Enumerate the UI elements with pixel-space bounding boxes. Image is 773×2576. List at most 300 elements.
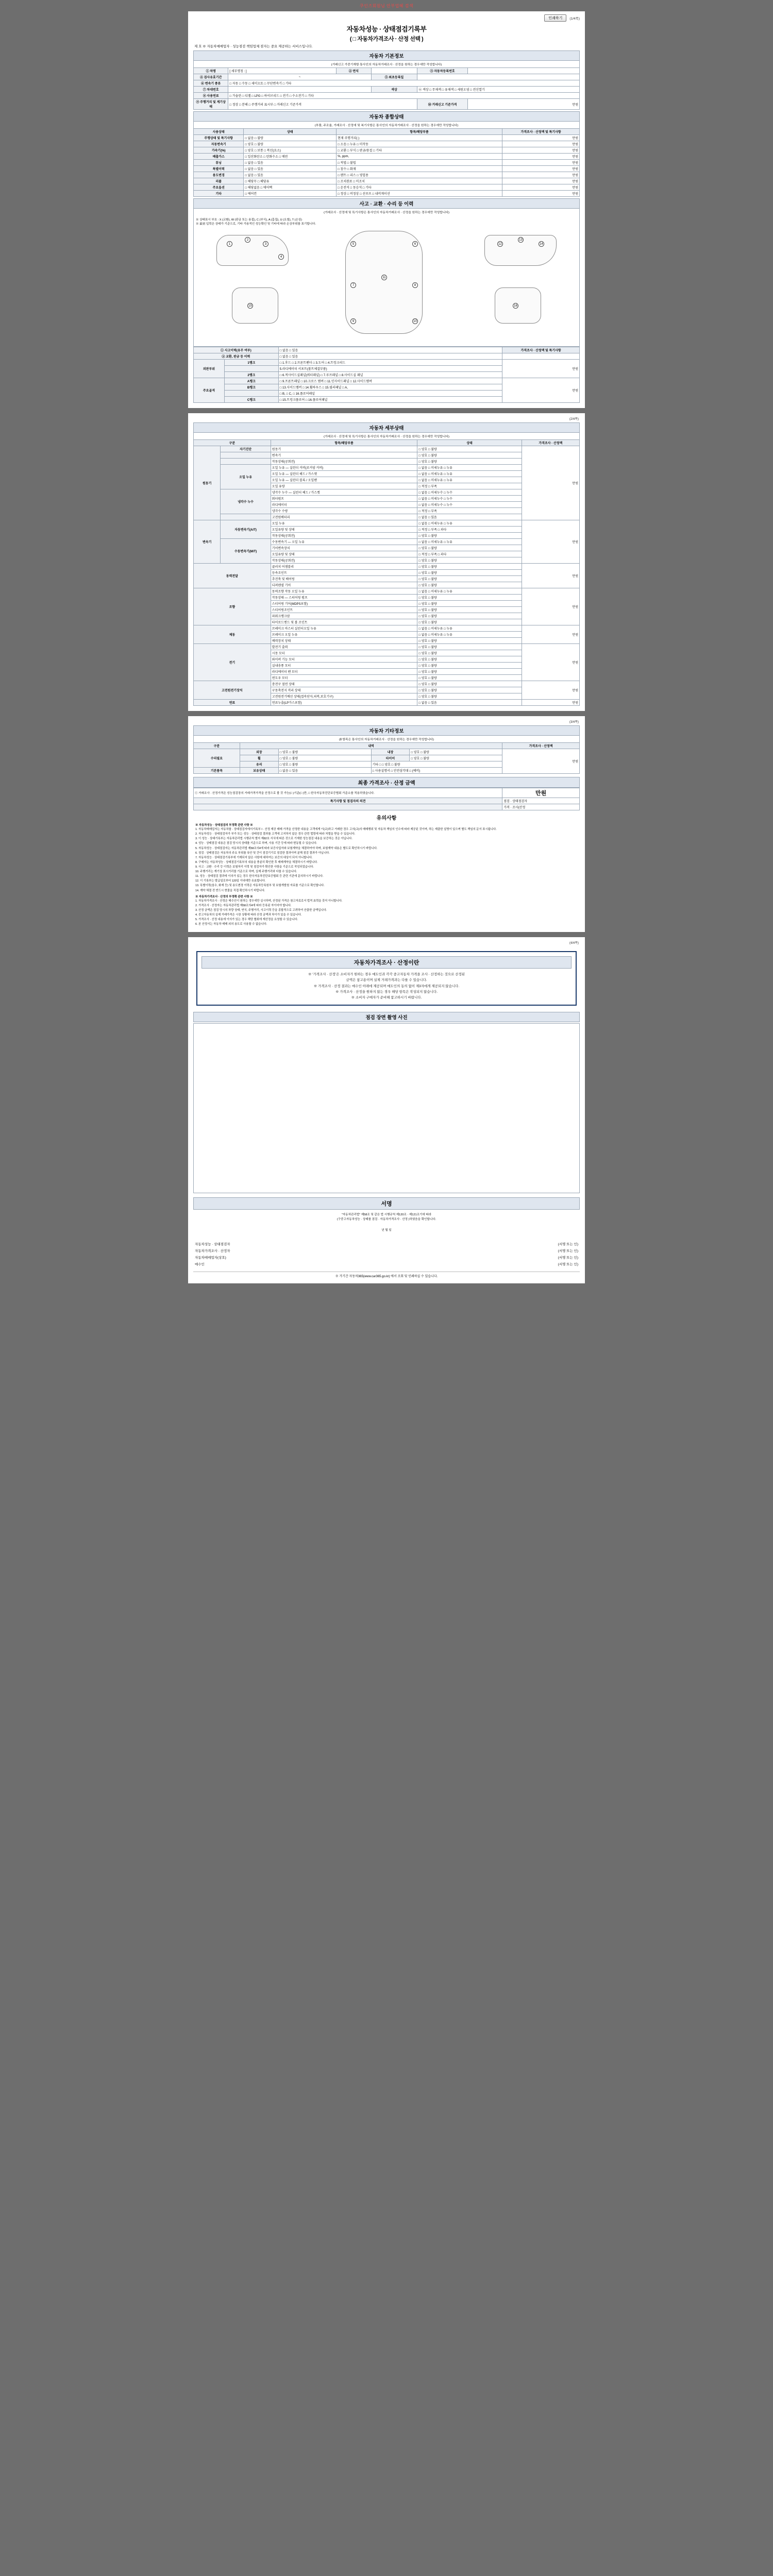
cell-interior: 내장 <box>371 749 410 755</box>
part-state: □ 양호 □ 불량 <box>417 663 522 669</box>
row-rank-outer-2 <box>224 366 278 372</box>
part-state: □ 없음 □ 미세누유 □ 누유 <box>417 465 522 471</box>
table-row <box>193 1254 580 1261</box>
row-state-3: □ 일산화탄소 □ 탄화수소 □ 매연 <box>244 154 337 160</box>
sign-date-line: 년 월 일 <box>381 1228 392 1232</box>
header-other-detail: 내역 <box>240 743 502 749</box>
row-state-9: □ 에어컨 <box>244 191 337 197</box>
value-transmission: □ 자동 □ 수동 □ 세미오토 □ 무단변속기 □ 기타 <box>228 80 580 87</box>
appraisal-explainer-box <box>196 951 577 1005</box>
notice-line: 6. 점검 · 상태점검은 자동차의 주요 부위를 육안 및 간이 점검기기로 점검한 결과이며 분해 점검 결과가 아닙니다. <box>195 851 330 855</box>
table-row <box>194 141 580 147</box>
row-rank-frame-3 <box>224 391 278 397</box>
notice-line: 1. 자동차매매업자는 자동차를 · 상태점검자에서기록부 I · 산정 제공 매매 가격을 산정한 내용을 고객에게 이(교)하고 거래한 경우 고의(교)의 매매행위 및 자동차 책임의 인수에 따라 제공된 것이며, 하는 제출한 설명이 있으며 별도 책임의 문서 표시됩니다. <box>195 828 497 832</box>
table-detail-state <box>193 439 580 706</box>
part-state: □ 없음 □ 미세누유 □ 누유 <box>417 588 522 595</box>
table-accident-history <box>193 347 580 403</box>
cell-label-transmission: ⑥ 변속기 종류 <box>194 80 228 87</box>
row-value-accident: □ 없음 □ 있음 <box>278 347 502 353</box>
row-label-accident: ① 사고이력(유무 여부) <box>194 347 279 353</box>
explainer-line: ※ 소비자 구매자가 준비해 참고하시기 바랍니다. <box>351 995 422 999</box>
group-label-powertrain: 동력전달 <box>194 564 271 588</box>
row-amount-2: 만원 <box>502 147 580 154</box>
table-row <box>194 154 580 160</box>
header-detail-group: 구분 <box>194 440 271 446</box>
sign-label-2: 자동차매매업자(상호) <box>195 1256 226 1260</box>
page-subtitle: ( □ 자동차가격조사 · 산정 선택 ) <box>349 36 424 42</box>
row-value-frame-1: □ 9.프론트패널 □ 10.크로스 멤버 □ 11.인사이드패널 □ 12.사이드멤버 <box>278 378 502 384</box>
part-name: 원동기 <box>271 446 417 452</box>
part-name: 와이퍼 기능 모터 <box>271 656 417 663</box>
cell-other-amount: 만원 <box>502 749 580 774</box>
diagram-mark: 9 <box>350 318 356 324</box>
row-value-outer-2: 5.라디에이터 서포트(볼트체결부품) <box>278 366 502 372</box>
row-label-outer: 외판부위 <box>194 360 225 378</box>
cell-label-fuel: ⑧ 사용연료 <box>194 93 228 99</box>
part-state: □ 양호 □ 불량 <box>417 533 522 539</box>
part-state: □ 양호 □ 불량 <box>417 681 522 687</box>
group-label-steering: 조향 <box>194 588 271 625</box>
table-row <box>194 644 580 650</box>
value-inspection: ~ <box>228 74 371 80</box>
part-state: □ 없음 □ 있음 <box>417 514 522 520</box>
part-name: 실내송풍 모터 <box>271 663 417 669</box>
diagram-mark: 12 <box>497 241 503 247</box>
page-number-3: (3/4쪽) <box>569 721 579 724</box>
part-state: □ 양호 □ 불량 <box>417 656 522 663</box>
table-row <box>194 184 580 191</box>
row-detail-6: □ 렌트 □ 리스 □ 영업용 <box>337 172 502 178</box>
group-amount-powertrain: 만원 <box>522 564 579 588</box>
part-state: □ 양호 □ 불량 <box>417 452 522 459</box>
part-name: 클러치 어셈블리 <box>271 564 417 570</box>
table-overall-state <box>193 128 580 197</box>
cell-hold-value: □ 없음 □ 있음 <box>278 768 371 774</box>
car-diagram-container <box>193 215 580 347</box>
section-overall-band: 자동차 종합상태 <box>193 111 580 122</box>
header-accident-amount: 가격조사 · 산정액 및 특기사항 <box>502 347 580 353</box>
part-name: 라디에이터 팬 모터 <box>271 669 417 675</box>
header-parts: 항목/해당부품 <box>337 129 502 135</box>
table-row <box>194 172 580 178</box>
row-label-5: 특별이력 <box>194 166 244 172</box>
group-label-brake: 제동 <box>194 625 271 644</box>
table-row <box>193 1247 580 1254</box>
table-row <box>194 681 580 687</box>
sign-value-3 <box>309 1261 483 1267</box>
group-amount-transmission: 만원 <box>522 520 579 564</box>
diagram-bullet-1: ※ 상태표시 부호 : X (교환), W (판금 또는 용접), C (부식), A (흠집), U (요철), T (손상) <box>196 218 302 222</box>
part-name: 오일 누유 — 실린더 커버(로커암 커버) <box>271 465 417 471</box>
header-detail-state: 상태 <box>417 440 522 446</box>
part-state: □ 양호 □ 불량 <box>417 650 522 656</box>
table-row <box>194 360 580 366</box>
row-state-6: □ 없음 □ 있음 <box>244 172 337 178</box>
part-state: □ 적정 □ 부족 □ 과다 <box>417 551 522 557</box>
row-value-frame-3: □ B, □ C, □ 16.플로어패널 <box>278 391 502 397</box>
sign-note-line: (구중고자동차성능 · 상태를 점검 · 자동차가격조사 · 산정 )하였음을 확인합니다. <box>337 1217 436 1221</box>
row-detail-8: □ 운전석 □ 동승석 □ 기타 <box>337 184 502 191</box>
group-amount-electric: 만원 <box>522 644 579 681</box>
notice-line: 4. 중고자동차의 실제 거래가격은 시장 상황에 따라 산정 금액과 차이가 있을 수 있습니다. <box>195 913 302 917</box>
part-state: □ 없음 □ 미세누유 □ 누유 <box>417 625 522 632</box>
part-state: □ 양호 □ 불량 <box>417 564 522 570</box>
part-name: 오일 누유 — 실린더 블록 / 오일팬 <box>271 477 417 483</box>
row-state-0: □ 없음 □ 불량 <box>244 135 337 141</box>
cell-wheel: 휠 <box>240 755 278 761</box>
row-rank-frame-2: B랭크 <box>224 384 278 391</box>
car-diagram <box>196 226 577 344</box>
sign-value-2 <box>309 1254 483 1261</box>
part-state: □ 양호 □ 불량 <box>417 557 522 564</box>
part-state: □ 양호 □ 불량 <box>417 687 522 693</box>
part-state: □ 적정 □ 부족 □ 과다 <box>417 527 522 533</box>
photo-band: 점검 장면 촬영 사진 <box>193 1012 580 1022</box>
part-state: □ 양호 □ 불량 <box>417 675 522 681</box>
section-overall-note: (부품, 주조율, 거래조사 · 산정에 및 복기사항은 통사인의 자동차거래조사 · 산정을 원하는 경우에만 작성합니다) <box>193 122 580 128</box>
row-label-7: 리콜 <box>194 178 244 184</box>
part-name: 동력조향 작동 오일 누유 <box>271 588 417 595</box>
part-name: 발전기 출력 <box>271 644 417 650</box>
diagram-mark: 15 <box>247 303 253 309</box>
header-state: 상태 <box>244 129 337 135</box>
row-value-outer-3: □ 6.적사이드실패널(쿼터패널) □ 7.루프패널 □ 8.사이드실 패널 <box>278 372 502 378</box>
page-number-4: (4/4쪽) <box>569 942 579 945</box>
cell-label-baseprice: ⑩ 거래신고 기준가격 <box>417 99 467 110</box>
part-name: 작동상태(공회전) <box>271 459 417 465</box>
row-detail-4: □ 적법 □ 불법 <box>337 160 502 166</box>
row-amount-1: 만원 <box>502 141 580 147</box>
table-final-price <box>193 788 580 810</box>
diagram-mark: 6 <box>412 241 418 247</box>
group-sub-selfdiag: 자기진단 <box>221 446 271 452</box>
row-state-5: □ 없음 □ 있음 <box>244 166 337 172</box>
cell-hold-extra: □ 사용설명서 □ 안전삼각대 □ (예비) <box>371 768 502 774</box>
notice-line: 2. 가격조사 · 산정자는 자동차관리법 제58조의4에 따라 등록된 자이어야 합니다. <box>195 904 292 907</box>
part-name: 작동상태(공회전) <box>271 533 417 539</box>
row-rank-frame-1: A랭크 <box>224 378 278 384</box>
appraisal-explainer-title: 자동차가격조사 · 산정이란 <box>201 956 572 969</box>
section-other-note: (Ⅱ 항목은 통사인의 자동차거래조사 · 산정을 원하는 경우에만 작성합니다) <box>193 736 580 742</box>
group-sub-oil: 오일 누유 <box>221 465 271 489</box>
part-name: 오일유량 및 상태 <box>271 551 417 557</box>
part-name: 스티어링조인트 <box>271 607 417 613</box>
diagram-mark: 5 <box>350 241 356 247</box>
row-label-remarks-2 <box>194 804 502 810</box>
value-firstreg <box>417 74 580 80</box>
header-other-group: 구분 <box>194 743 240 749</box>
row-amount-7: 만원 <box>502 178 580 184</box>
group-amount-engine: 만원 <box>522 446 579 520</box>
section-detail-note: (거래조사 · 산정에 및 특기사항은 통사인의 자동차거래조사 · 산정을 원하는 경우에만 작성합니다) <box>193 433 580 439</box>
part-state: □ 없음 □ 미세누유 □ 누유 <box>417 520 522 527</box>
row-state-4: □ 없음 □ 있음 <box>244 160 337 166</box>
diagram-mark: 11 <box>381 275 387 280</box>
cell-label-firstreg: ⑤ 최초등록일 <box>371 74 417 80</box>
cell-etc-state: 기타 □ □ 양호 □ 불량 <box>371 761 502 768</box>
table-row <box>194 798 580 804</box>
header-detail-amount: 가격조사 · 산정액 <box>522 440 579 446</box>
page-footer: ※ 가기간 자동차365(www.car365.go.kr) 에서 조회 및 인쇄하실 수 있습니다. <box>193 1272 580 1278</box>
part-state: □ 없음 □ 미세누유 □ 누유 <box>417 471 522 477</box>
row-label-frame: 주요골격 <box>194 378 225 403</box>
part-name: 라디에이터 <box>271 502 417 508</box>
sign-mark-0: (서명 또는 인) <box>558 1243 578 1247</box>
cell-hold-state: 보유상태 <box>240 768 278 774</box>
part-state: □ 양호 □ 불량 <box>417 595 522 601</box>
value-regno <box>467 68 579 74</box>
group-sub-auto: 자동변속기(A/T) <box>221 520 271 539</box>
value-baseprice: 만원 <box>467 99 579 110</box>
diagram-mark: 14 <box>539 241 544 247</box>
row-rank-frame-4: C랭크 <box>224 397 278 403</box>
group-sub-blank <box>221 459 271 465</box>
table-basic-info <box>193 67 580 110</box>
cell-wheel-state: □ 양호 □ 불량 <box>278 755 371 761</box>
section-accident-note: (거래조사 · 산정에 및 특기사항은 통사인의 자동차거래조사 · 산정을 원하는 경우에만 작성합니다) <box>193 209 580 215</box>
row-value-outer-1: □ 1.후드 □ 2.프론트펜더 □ 3.도어 □ 4.트렁크리드 <box>278 360 502 366</box>
final-price-amount: 만원 <box>502 788 580 798</box>
part-name: 워터펌프 <box>271 496 417 502</box>
part-state: □ 양호 □ 불량 <box>417 607 522 613</box>
table-row <box>194 625 580 632</box>
cell-label-regno: ③ 자동차등록번호 <box>417 68 467 74</box>
final-price-band: 최종 가격조사 · 산정 금액 <box>193 777 580 788</box>
part-name: 파워크랭크암 <box>271 613 417 619</box>
table-row <box>194 788 580 798</box>
row-value-appraiser: 가격 · 조사(산정 <box>502 804 580 810</box>
sign-label-0: 자동차성능 · 상태점검자 <box>195 1243 230 1247</box>
part-name: 변속기 <box>271 452 417 459</box>
group-amount-steering: 만원 <box>522 588 579 625</box>
notice-line: 3. 이 성능 · 상태기록부는 자동차관리법 시행규칙 별지 제82호 서식에 따른 것으로 기재한 성능점검 내용을 보증하는 것은 아닙니다. <box>195 837 352 841</box>
row-amount-repair <box>502 353 580 360</box>
part-state: □ 양호 □ 불량 <box>417 644 522 650</box>
cell-label-meter: ⑨ 주행거리 및 계기상태 <box>194 99 228 110</box>
section-basic-info-band: 자동차 기본정보 <box>193 50 580 61</box>
part-name: 고전원배터리 <box>271 514 417 520</box>
table-other-info <box>193 742 580 774</box>
notice-title: 유의사항 <box>376 816 397 821</box>
part-name: 배력장치 상태 <box>271 638 417 644</box>
explainer-line: ※ '가격조사 · 산정'은 소비자가 원하는 경우 매도인과 각각 중고자동차 가격을 조사 · 산정하는 것으로 산정된 <box>308 973 465 977</box>
sign-mark-3: (서명 또는 인) <box>558 1263 578 1267</box>
notice-line: 5. 가격조사 · 산정 내용에 이의가 있는 경우 해당 협회에 재산정을 요청할 수 있습니다. <box>195 918 298 922</box>
notice-line: 10. 주행거리는 계기상 표시거리를 기준으로 하며, 실제 주행거리와 다를 수 있습니다. <box>195 870 297 874</box>
group-label-electric: 전기 <box>194 644 271 681</box>
page-1-header <box>193 14 580 22</box>
row-rank-outer-3: 2랭크 <box>224 372 278 378</box>
doc-legal-line: 제 호 ※ 자동차매매업자 · 성능점검 책임업체 점자는 중요 제공하는 서비스입니다. <box>194 45 313 48</box>
group-label-hv: 고전원전기장치 <box>194 681 271 700</box>
table-row <box>193 1261 580 1267</box>
cell-label-carname: ① 차명 <box>194 68 228 74</box>
notice-line: 1. 자동차가격조사 · 산정은 매수인이 원하는 경우에만 실시하며, 산정된 가격은 참고자료로서 법적 효력을 갖지 아니합니다. <box>195 899 343 903</box>
row-amount-outer: 만원 <box>502 360 580 378</box>
part-state: □ 양호 □ 불량 <box>417 693 522 700</box>
row-label-8: 주요옵션 <box>194 184 244 191</box>
group-sub-hvbattery <box>221 514 271 520</box>
top-bar <box>0 0 773 11</box>
part-name: 수동변속기 — 오일 누유 <box>271 539 417 545</box>
explainer-line: ※ 가격조사 · 산정 결과는 매수인 아래에 제공되며 매도인의 동의 없이 제3자에게 제공되지 않습니다. <box>313 984 460 988</box>
notice-line: 7. 자동차성능 · 상태점검기록부에 기재되지 않은 사항에 대하여는 보증의 대상이 되지 아니합니다. <box>195 856 313 859</box>
notice-line: 12. 이 기록부는 발급일로부터 120일 이내에만 유효합니다. <box>195 879 266 883</box>
row-amount-8: 만원 <box>502 184 580 191</box>
table-row <box>194 166 580 172</box>
signature-note <box>193 1210 580 1236</box>
value-meter: □ 정상 □ 분해 □ 주행거리 표시부 □ 거래신고 기준가격 <box>228 99 417 110</box>
cell-glass-state: □ 양호 □ 불량 <box>278 761 371 768</box>
car-view-top <box>345 231 423 334</box>
sign-mark-2: (서명 또는 인) <box>558 1256 578 1260</box>
value-color: ⑥ 색상 □ 무채색 □ 유채색 □ 세원오염 □ 전신열기 <box>417 87 580 93</box>
section-basic-info-note: (거래신고 가중기재항 통사인의 자동차거래조사 · 산정을 원하는 경우에만 작성합니다) <box>193 61 580 67</box>
part-state: □ 양호 □ 불량 <box>417 613 522 619</box>
table-row <box>194 178 580 184</box>
part-name: 시동 모터 <box>271 650 417 656</box>
row-detail-1: □ 소음 □ 누유 □ 미작동 <box>337 141 502 147</box>
part-name: 등속조인트 <box>271 570 417 576</box>
part-name: 디퍼렌셜 기어 <box>271 582 417 588</box>
part-name: 냉각수 수량 <box>271 508 417 514</box>
row-label-0: 주행상태 및 특기사항 <box>194 135 244 141</box>
sign-value-1 <box>309 1247 483 1254</box>
table-row <box>194 135 580 141</box>
row-detail-0: 현재 주행거리( ) <box>337 135 502 141</box>
explainer-line: ※ 가격조사 · 산정을 원하지 않는 경우 해당 항목은 작성되지 않습니다. <box>335 990 438 994</box>
row-detail-5: □ 침수 □ 화재 <box>337 166 502 172</box>
table-row <box>193 1241 580 1247</box>
row-amount-3: 만원 <box>502 154 580 160</box>
row-label-6: 용도변경 <box>194 172 244 178</box>
notice-line: 8. 구매자는 자동차성능 · 상태점검기록부의 내용을 충분히 확인한 후 매매계약을 체결하시기 바랍니다. <box>195 860 318 864</box>
part-state: □ 양호 □ 불량 <box>417 619 522 625</box>
table-row <box>194 564 580 570</box>
cell-exterior: 외장 <box>240 749 278 755</box>
table-row <box>194 353 580 360</box>
table-row <box>194 520 580 527</box>
diagram-mark: 7 <box>350 282 356 288</box>
part-state: □ 없음 □ 미세누유 □ 누유 <box>417 632 522 638</box>
row-amount-9: 만원 <box>502 191 580 197</box>
row-state-7: □ 해당무 □ 해당유 <box>244 178 337 184</box>
top-notice: 쿠인즈회원님 안부업혜 검색 <box>359 3 414 8</box>
part-state: □ 적정 □ 부족 <box>417 508 522 514</box>
notice-line: 6. 본 산정서는 자동차 매매 외의 용도로 사용할 수 없습니다. <box>195 923 267 926</box>
value-fuel: □ 가솔린 □ 디젤 □ LPG □ 하이브리드 □ 전기 □ 수소전기 □ 기타 <box>228 93 580 99</box>
cell-tire-state: □ 양호 □ 불량 <box>410 755 502 761</box>
signature-band: 서명 <box>193 1197 580 1210</box>
row-label-2: 가속기(%) <box>194 147 244 154</box>
notice-line: 11. 성능 · 상태점검 결과에 이의가 있는 경우 한국자동차진단보증협회 등 관련 기관에 문의하시기 바랍니다. <box>195 875 324 878</box>
part-state: □ 양호 □ 불량 <box>417 446 522 452</box>
part-name: 연료누출(LP가스포함) <box>271 700 417 706</box>
print-button[interactable]: 인쇄하기 <box>544 14 566 22</box>
row-label-3: 배출가스 <box>194 154 244 160</box>
diagram-bullet-2: ※ 最初 입력은 상태가 기준으로, 기타 가용적인 성능확인 및 기타에 따라 손상부위를 표기합니다. <box>196 223 316 226</box>
row-label-repair-needed: 수리필요 <box>194 749 240 768</box>
table-row <box>194 700 580 706</box>
row-label-4: 튜닝 <box>194 160 244 166</box>
header-amount: 가격조사 · 산정액 및 특기사항 <box>502 129 580 135</box>
part-state: □ 양호 □ 불량 <box>417 638 522 644</box>
row-value-repair: □ 없음 □ 있음 <box>278 353 502 360</box>
diagram-mark: 13 <box>518 237 524 243</box>
part-name: 오일 누유 <box>271 520 417 527</box>
sign-mark-1: (서명 또는 인) <box>558 1249 578 1253</box>
notice-line: 4. 성능 · 상태점검 내용은 점검 당시의 상태를 기준으로 하며, 사용 기간 등에 따라 변동될 수 있습니다. <box>195 842 317 845</box>
page-number-1: (1/4쪽) <box>569 16 580 21</box>
diagram-mark: 3 <box>263 241 268 247</box>
page-4 <box>188 937 585 1283</box>
row-value-frame-4: □ 15.트렁크플로어 □ 16.플로어패널 <box>278 397 502 403</box>
group-sub-blank <box>221 452 271 459</box>
diagram-mark: 8 <box>412 282 418 288</box>
part-state: □ 양호 □ 불량 <box>417 570 522 576</box>
notice-line: 5. 자동차성능 · 상태점검자는 자동차관리법 제58조의4에 따라 보증사업자와 보험계약을 체결하여야 하며, 보험계약 내용은 별도로 확인하시기 바랍니다. <box>195 846 378 850</box>
part-state: □ 없음 □ 있음 <box>417 700 522 706</box>
row-state-8: □ 해당없음 □ 에어백 <box>244 184 337 191</box>
notice-line: 2. 자동차성능 · 상태점검자가 부가 또는 성능 · 상태점검 결과를 고객에 고지하지 않은 경우 관련 법령에 따라 처벌을 받을 수 있습니다. <box>195 833 356 836</box>
photo-area <box>193 1023 580 1193</box>
part-name: 기어변속장치 <box>271 545 417 551</box>
part-state: □ 적정 □ 부족 <box>417 483 522 489</box>
group-sub-coolant: 냉각수 누수 <box>221 489 271 514</box>
part-state: □ 없음 □ 미세누수 □ 누수 <box>417 489 522 496</box>
part-name: 오일유량 및 상태 <box>271 527 417 533</box>
row-amount-4: 만원 <box>502 160 580 166</box>
cell-label-inspection: ④ 검사유효기간 <box>194 74 228 80</box>
cell-tire: 타이어 <box>371 755 410 761</box>
explainer-line: 금액은 참고용이며 실제 거래가격과는 다를 수 있습니다. <box>346 978 427 982</box>
section-detail-band: 자동차 세부상태 <box>193 422 580 433</box>
notice-line: 9. 사고 · 교환 · 수리 등 이력은 보험처리 이력 및 점검자가 확인한 사항을 기준으로 작성되었습니다. <box>195 865 314 869</box>
group-amount-fuel: 만원 <box>522 700 579 706</box>
row-label-remarks: 특기사항 및 점검자의 의견 <box>194 798 502 804</box>
part-name: 타이로드엔드 및 볼 조인트 <box>271 619 417 625</box>
row-label-repair: ② 교환, 판금 등 이력 <box>194 353 279 360</box>
value-detail-name: [ 세부명칭 : ] <box>229 70 247 73</box>
page-2 <box>188 413 585 711</box>
part-name: 냉각수 누수 — 실린더 헤드 / 가스켓 <box>271 489 417 496</box>
notice-head-1: ※ 자동차성능 · 상태점검의 부정확 관련 사항 ※ <box>195 824 253 827</box>
car-view-front <box>232 287 278 324</box>
group-sub-manual: 수동변속기(M/T) <box>221 539 271 564</box>
section-accident-band: 사고 · 교환 · 수리 등 이력 <box>193 198 580 209</box>
row-amount-6: 만원 <box>502 172 580 178</box>
row-value-inspector: 점검 · 상태점검자 <box>502 798 580 804</box>
part-name: 오일 유량 <box>271 483 417 489</box>
final-price-note: ① 거래조사 · 산정가격은 성능점검장의 거래가격가격을 산정으로 볼 것 가능(□ )기준(□ )만, □ 한국자동차진단보증협회 가준소를 적용하였습니다. <box>194 788 502 798</box>
row-detail-7: □ 조치완료 □ 미조치 <box>337 178 502 184</box>
table-row <box>194 347 580 353</box>
diagram-mark: 4 <box>278 254 284 260</box>
part-state: □ 양호 □ 불량 <box>417 601 522 607</box>
table-row <box>194 749 580 755</box>
header-other-amount: 가격조사 · 산정액 <box>502 743 580 749</box>
page-1 <box>188 11 585 408</box>
appraisal-explainer-body <box>201 972 572 1000</box>
diagram-mark: 1 <box>227 241 232 247</box>
part-state: □ 양호 □ 불량 <box>417 576 522 582</box>
cell-interior-state: □ 양호 □ 불량 <box>410 749 502 755</box>
cell-label-color: 색상 <box>371 87 417 93</box>
part-state: □ 양호 □ 불량 <box>417 669 522 675</box>
signature-rows <box>193 1241 580 1267</box>
group-label-transmission: 변속기 <box>194 520 221 564</box>
table-row <box>194 160 580 166</box>
